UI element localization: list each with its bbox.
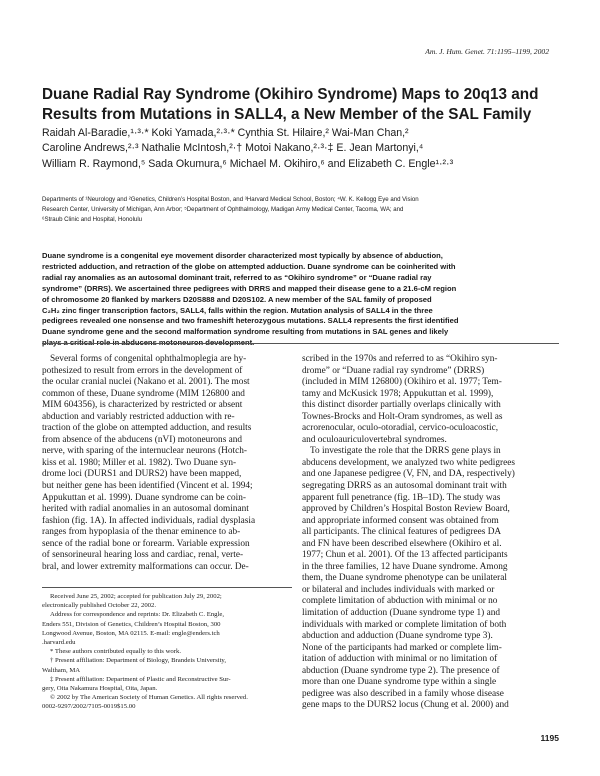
author-line: Caroline Andrews,²·³ Nathalie McIntosh,²·† Motoi Nakano,²·³·‡ E. Jean Martonyi,⁴ bbox=[42, 142, 424, 155]
affiliation-line: Research Center, University of Michigan, Ann Arbor; ⁵Department of Ophthalmology, Madigan Army Medical Center, Tacoma, WA; and bbox=[42, 205, 404, 213]
abstract-line: pedigrees revealed one nonsense and two frameshift heterozygous mutations. SALL4 represents the first identified bbox=[42, 316, 459, 326]
author-list bbox=[42, 126, 562, 172]
body-line: gene maps to the DURS2 locus (Chung et al. 2000) and bbox=[302, 700, 509, 711]
body-line: but neither gene has been identified (Vincent et al. 1994; bbox=[42, 481, 253, 492]
abstract-line: syndrome” (DRRS). We ascertained three pedigrees with DRRS and mapped their disease gene to a 21.6-cM region bbox=[42, 283, 457, 293]
abstract bbox=[42, 251, 562, 349]
footnote-line: .harvard.edu bbox=[42, 639, 76, 647]
abstract-line: of chromosome 20 flanked by markers D20S888 and D20S102. A new member of the SAL family of proposed bbox=[42, 294, 432, 304]
body-line: segregating DRRS as an autosomal dominant trait with bbox=[302, 481, 507, 492]
footnote-line: † Present affiliation: Department of Biology, Brandeis University, bbox=[50, 657, 227, 665]
body-line: all participants. The clinical features of pedigrees DA bbox=[302, 527, 502, 538]
footnote-line: Address for correspondence and reprints: Dr. Elizabeth C. Engle, bbox=[50, 611, 225, 619]
footnotes bbox=[42, 592, 292, 712]
body-line: (included in MIM 126800) (Okihiro et al. 1977; Tem- bbox=[302, 377, 502, 388]
body-line: Townes-Brocks and Holt-Oram syndromes, as well as bbox=[302, 411, 503, 422]
body-line: drome” or “Duane radial ray syndrome” (DRRS) bbox=[302, 365, 485, 376]
body-line: acrorenocular, oculo-otoradial, cervico-oculoacostic, bbox=[302, 423, 499, 434]
journal-citation: Am. J. Hum. Genet. 71:1195–1199, 2002 bbox=[425, 47, 549, 56]
affiliation-line: ⁶Straub Clinic and Hospital, Honolulu bbox=[42, 215, 143, 223]
body-line: Several forms of congenital ophthalmoplegia are hy- bbox=[50, 354, 247, 364]
body-line: approved by Children’s Hospital Boston Review Board, bbox=[302, 504, 510, 515]
body-line: kiss et al. 1980; Miller et al. 1982). Two Duane syn- bbox=[42, 457, 237, 468]
abstract-line: C₂H₂ zinc finger transcription factors, SALL4, falls within the region. Mutation analysis of SALL4 in the three bbox=[42, 305, 433, 315]
body-line: itation of adduction with minimal or no limitation of bbox=[302, 654, 498, 665]
footnote-line: Received June 25, 2002; accepted for publication July 29, 2002; bbox=[50, 593, 222, 600]
body-line: traction of the globe on attempted adduction, and results bbox=[42, 423, 252, 434]
footnote-line: electronically published October 22, 2002. bbox=[42, 602, 157, 610]
body-line: more than one Duane syndrome type within a single bbox=[302, 677, 497, 688]
body-line: ranges from hypoplasia of the thenar eminence to ab- bbox=[42, 527, 241, 538]
body-line: pedigree was also described in a family whose disease bbox=[302, 688, 504, 699]
page-number: 1195 bbox=[540, 733, 559, 743]
body-line: in the three families, 12 have Duane syndrome. Among bbox=[302, 561, 508, 572]
title-line: Results from Mutations in SALL4, a New Member of the SAL Family bbox=[42, 106, 532, 123]
body-line: abducens development, we analyzed two white pedigrees bbox=[302, 457, 515, 468]
author-line: William R. Raymond,⁵ Sada Okumura,⁶ Michael M. Okihiro,⁶ and Elizabeth C. Engle¹·²·³ bbox=[42, 157, 454, 170]
body-line: and one Japanese pedigree (V, FN, and DA, respectively) bbox=[302, 469, 515, 480]
body-line: individuals with marked or complete limitation of both bbox=[302, 619, 507, 630]
footnote-line: © 2002 by The American Society of Human Genetics. All rights reserved. bbox=[50, 694, 248, 702]
body-line: apparent full penetrance (fig. 1B–1D). The study was bbox=[302, 492, 501, 503]
body-line: 1977; Chun et al. 2001). Of the 13 affected participants bbox=[302, 550, 508, 561]
body-line: herited with radial anomalies in an autosomal dominant bbox=[42, 504, 249, 515]
author-line: Raidah Al-Baradie,¹·³·* Koki Yamada,²·³·* Cynthia St. Hilaire,² Wai-Man Chan,² bbox=[42, 127, 409, 139]
body-line: abduction and adduction (Duane syndrome type 3). bbox=[302, 631, 493, 642]
body-line: pothesized to result from errors in the development of bbox=[42, 365, 243, 376]
abstract-line: restricted adduction, and retraction of the globe on attempted adduction. Duane syndrome can be coinherited with bbox=[42, 261, 456, 271]
footnote-line: gery, Oita Nakamura Hospital, Oita, Japan. bbox=[42, 685, 158, 693]
body-line: fashion (fig. 1A). In affected individuals, radial dysplasia bbox=[42, 515, 256, 526]
footnote-divider bbox=[42, 587, 292, 588]
body-line: and FN have been described elsewhere (Okihiro et al. bbox=[302, 538, 502, 549]
title-line: Duane Radial Ray Syndrome (Okihiro Syndrome) Maps to 20q13 and bbox=[42, 86, 539, 103]
body-line: bral, and lower extremity malformations can occur. De- bbox=[42, 561, 249, 572]
body-line: from absence of the abducens (nVI) motoneurons and bbox=[42, 434, 243, 445]
body-line: nerve, with sparing of the internuclear neurons (Hotch- bbox=[42, 446, 247, 457]
body-line: MIM 604356), is characterized by restricted or absent bbox=[42, 400, 243, 411]
body-line: and oculoauriculovertebral syndromes. bbox=[302, 434, 447, 445]
body-line: scribed in the 1970s and referred to as “Okihiro syn- bbox=[302, 354, 498, 364]
footnote-line: ‡ Present affiliation: Department of Plastic and Reconstructive Sur- bbox=[50, 675, 231, 683]
footnote-line: * These authors contributed equally to this work. bbox=[50, 648, 182, 656]
footnote-line: 0002-9297/2002/7105-0019$15.00 bbox=[42, 703, 136, 711]
footnote-line: Waltham, MA bbox=[42, 666, 81, 674]
body-line: this distinct disorder partially overlaps clinically with bbox=[302, 400, 501, 411]
affiliation-line: Departments of ¹Neurology and ²Genetics, Children’s Hospital Boston, and ³Harvard Medical School, Boston; ⁴W. K. Kellogg Eye and Vision bbox=[42, 196, 419, 203]
body-line: them, the Duane syndrome phenotype can be unilateral bbox=[302, 573, 507, 584]
body-line: limitation of adduction (Duane syndrome type 1) and bbox=[302, 608, 501, 619]
body-line: None of the participants had marked or complete lim- bbox=[302, 642, 502, 653]
body-line: common of these, Duane syndrome (MIM 126800 and bbox=[42, 388, 245, 399]
body-line: of sensorineural hearing loss and cardiac, renal, verte- bbox=[42, 550, 244, 561]
affiliations bbox=[42, 195, 562, 224]
abstract-line: radial ray anomalies as an autosomal dominant trait, referred to as “Okihiro syndrome” or “Duane radial ray bbox=[42, 272, 432, 282]
abstract-line: Duane syndrome is a congenital eye movement disorder characterized most typically by absence of abduction, bbox=[42, 251, 443, 260]
body-line: abduction (Duane syndrome type 2). The presence of bbox=[302, 665, 500, 676]
body-line: Appukuttan et al. 1999). Duane syndrome can be coin- bbox=[42, 492, 246, 503]
abstract-line: plays a critical role in abducens motoneuron development. bbox=[42, 338, 255, 348]
body-line: or bilateral and includes individuals with marked or bbox=[302, 584, 495, 595]
article-title bbox=[42, 85, 562, 125]
abstract-line: Duane syndrome gene and the second malformation syndrome resulting from mutations in SAL genes and likely bbox=[42, 327, 449, 337]
body-column-left bbox=[42, 354, 292, 573]
body-line: and appropriate informed consent was obtained from bbox=[302, 515, 499, 526]
body-line: the ocular cranial nuclei (Nakano et al. 2001). The most bbox=[42, 377, 250, 388]
body-line: sence of the radial bone or forearm. Variable expression bbox=[42, 538, 250, 549]
abstract-divider bbox=[42, 343, 559, 344]
body-line: complete limitation of abduction with minimal or no bbox=[302, 596, 498, 607]
body-line: To investigate the role that the DRRS gene plays in bbox=[310, 446, 501, 457]
footnote-line: Enders 551, Division of Genetics, Children’s Hospital Boston, 300 bbox=[42, 620, 221, 628]
body-line: tamy and McKusick 1978; Appukuttan et al. 1999), bbox=[302, 388, 494, 399]
body-line: abduction and variably restricted adduction with re- bbox=[42, 411, 235, 422]
footnote-line: Longwood Avenue, Boston, MA 02115. E-mail: engle@enders.tch bbox=[42, 629, 220, 637]
body-line: drome loci (DURS1 and DURS2) have been mapped, bbox=[42, 469, 242, 480]
body-column-right bbox=[302, 354, 559, 712]
